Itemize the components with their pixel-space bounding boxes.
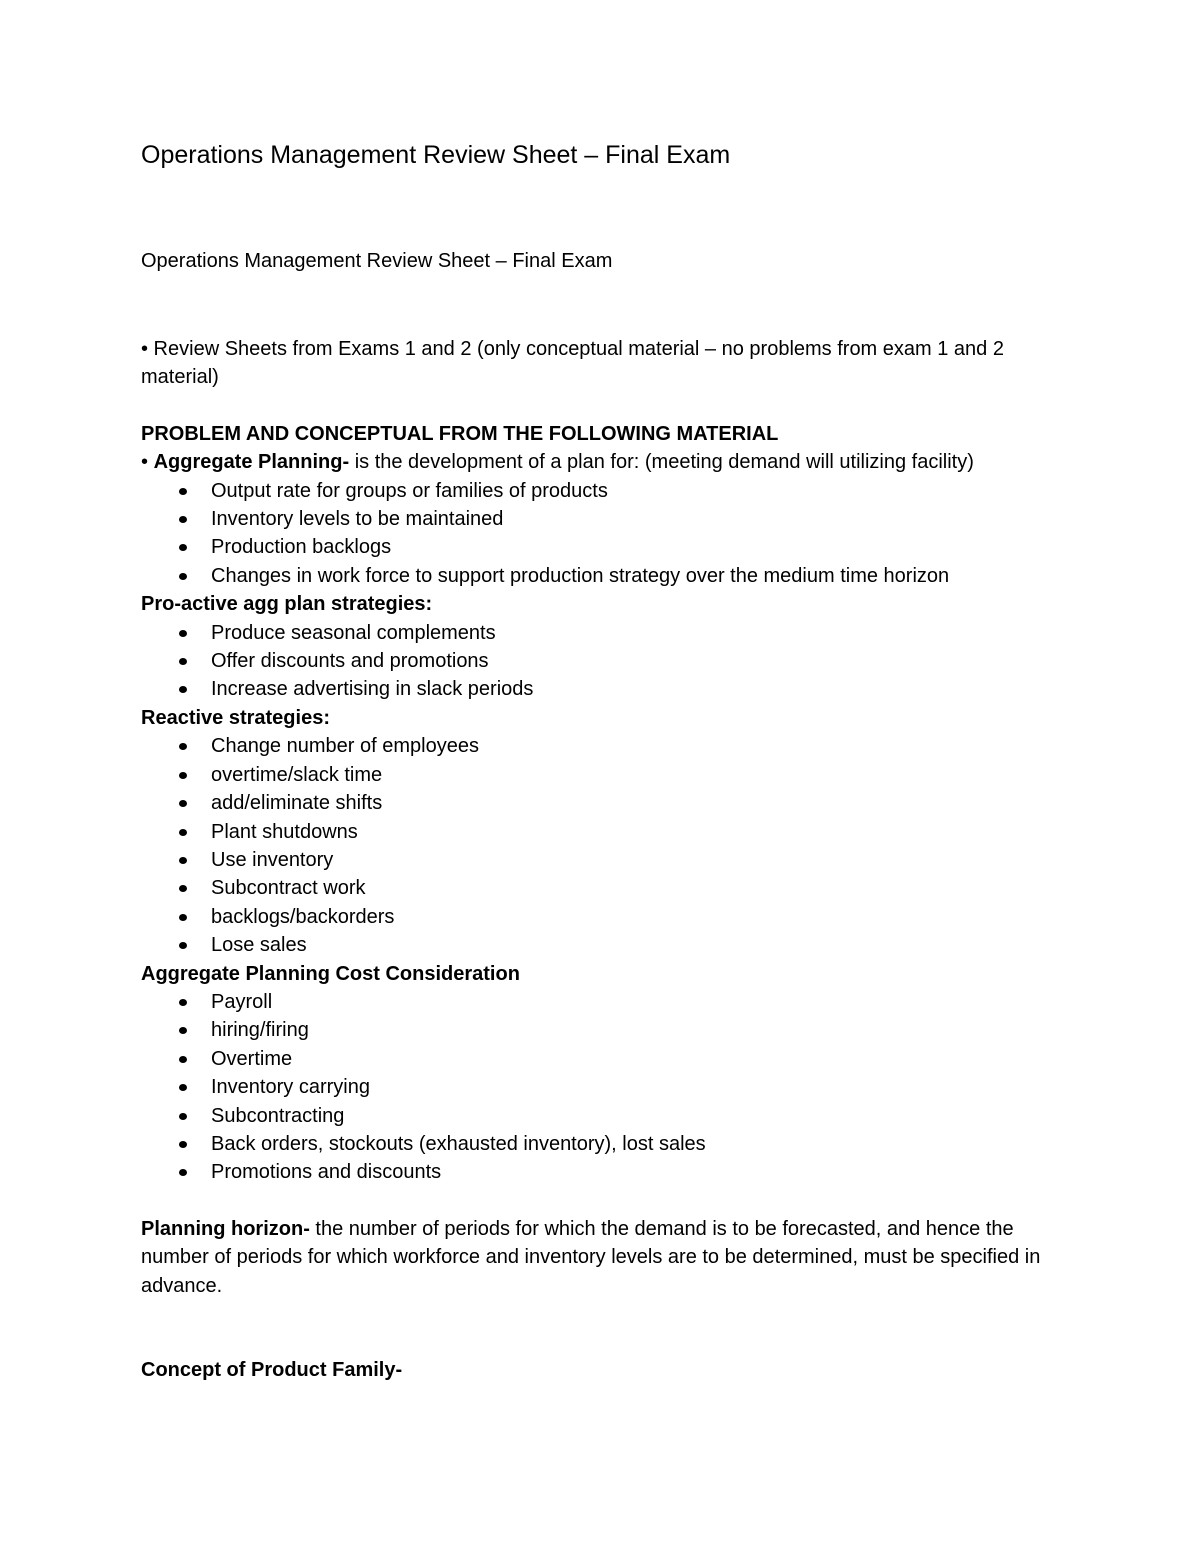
bullet-dot-icon [179, 516, 187, 523]
list-item [141, 1102, 1061, 1130]
planning-horizon-term: Planning horizon- [141, 1217, 310, 1240]
list-item-text: Produce seasonal complements [211, 621, 496, 644]
list-item-text: add/eliminate shifts [211, 792, 383, 815]
proactive-list [141, 619, 1061, 704]
list-item [141, 761, 1061, 789]
list-item [141, 931, 1061, 959]
list-item-text: Change number of employees [211, 735, 479, 758]
bullet-dot-icon [179, 829, 187, 836]
list-item [141, 1130, 1061, 1158]
bullet-dot-icon [179, 999, 187, 1006]
bullet-dot-icon [179, 488, 187, 495]
bullet-glyph: • [141, 451, 154, 474]
bullet-dot-icon [179, 800, 187, 807]
document-body [141, 335, 1061, 1384]
list-item [141, 675, 1061, 703]
reactive-list [141, 732, 1061, 959]
list-item [141, 874, 1061, 902]
spacer [141, 1300, 1061, 1356]
list-item-text: Production backlogs [211, 536, 392, 559]
document-subtitle: Operations Management Review Sheet – Final Exam [141, 250, 613, 272]
spacer [141, 1187, 1061, 1215]
list-item-text: Inventory carrying [211, 1076, 370, 1099]
list-item [141, 1158, 1061, 1186]
bullet-dot-icon [179, 914, 187, 921]
spacer [141, 392, 1061, 420]
planning-horizon-definition: the number of periods for which the demand is to be forecasted, and hence the number of periods for which workforce and inventory levels are to be determined, must be specified in advance. [141, 1217, 1041, 1297]
list-item-text: Output rate for groups or families of products [211, 479, 608, 502]
bullet-dot-icon [179, 942, 187, 949]
cost-list [141, 988, 1061, 1187]
list-item-text: Subcontracting [211, 1104, 345, 1127]
aggregate-planning-list [141, 477, 1061, 591]
list-item [141, 1045, 1061, 1073]
bullet-dot-icon [179, 1141, 187, 1148]
bullet-dot-icon [179, 1056, 187, 1063]
list-item-text: Subcontract work [211, 877, 366, 900]
list-item [141, 732, 1061, 760]
aggregate-planning-paragraph [141, 448, 1061, 476]
list-item-text: Offer discounts and promotions [211, 650, 489, 673]
list-item-text: Inventory levels to be maintained [211, 508, 504, 531]
list-item [141, 818, 1061, 846]
list-item-text: Use inventory [211, 848, 334, 871]
list-item-text: Overtime [211, 1047, 293, 1070]
list-item [141, 988, 1061, 1016]
document-title: Operations Management Review Sheet – Final Exam [141, 141, 731, 169]
list-item [141, 1016, 1061, 1044]
list-item [141, 903, 1061, 931]
bullet-dot-icon [179, 1169, 187, 1176]
list-item [141, 619, 1061, 647]
list-item [141, 1073, 1061, 1101]
list-item [141, 477, 1061, 505]
list-item-text: overtime/slack time [211, 763, 383, 786]
list-item-text: backlogs/backorders [211, 905, 395, 928]
section-heading: PROBLEM AND CONCEPTUAL FROM THE FOLLOWING MATERIAL [141, 422, 779, 445]
bullet-dot-icon [179, 658, 187, 665]
bullet-dot-icon [179, 885, 187, 892]
list-item-text: hiring/firing [211, 1019, 309, 1042]
product-family-heading: Concept of Product Family- [141, 1359, 403, 1381]
bullet-dot-icon [179, 573, 187, 580]
list-item [141, 789, 1061, 817]
bullet-dot-icon [179, 743, 187, 750]
bullet-dot-icon [179, 630, 187, 637]
planning-horizon-paragraph [141, 1215, 1061, 1300]
bullet-dot-icon [179, 686, 187, 693]
list-item-text: Payroll [211, 990, 273, 1013]
bullet-dot-icon [179, 1084, 187, 1091]
list-item-text: Promotions and discounts [211, 1161, 442, 1184]
bullet-dot-icon [179, 544, 187, 551]
list-item [141, 846, 1061, 874]
list-item-text: Lose sales [211, 934, 307, 957]
cost-heading: Aggregate Planning Cost Consideration [141, 962, 520, 985]
bullet-dot-icon [179, 772, 187, 779]
list-item [141, 647, 1061, 675]
proactive-heading: Pro-active agg plan strategies: [141, 593, 433, 616]
list-item-text: Changes in work force to support production strategy over the medium time horizon [211, 564, 950, 587]
list-item [141, 533, 1061, 561]
intro-paragraph: • Review Sheets from Exams 1 and 2 (only conceptual material – no problems from exam 1 and 2 material) [141, 338, 1004, 389]
reactive-heading: Reactive strategies: [141, 706, 330, 729]
bullet-dot-icon [179, 1027, 187, 1034]
list-item [141, 562, 1061, 590]
aggregate-planning-definition: is the development of a plan for: (meeting demand will utilizing facility) [349, 451, 974, 474]
list-item [141, 505, 1061, 533]
list-item-text: Plant shutdowns [211, 820, 358, 843]
bullet-dot-icon [179, 857, 187, 864]
bullet-dot-icon [179, 1113, 187, 1120]
list-item-text: Increase advertising in slack periods [211, 678, 534, 701]
aggregate-planning-term: Aggregate Planning- [153, 451, 350, 474]
list-item-text: Back orders, stockouts (exhausted inventory), lost sales [211, 1132, 706, 1155]
